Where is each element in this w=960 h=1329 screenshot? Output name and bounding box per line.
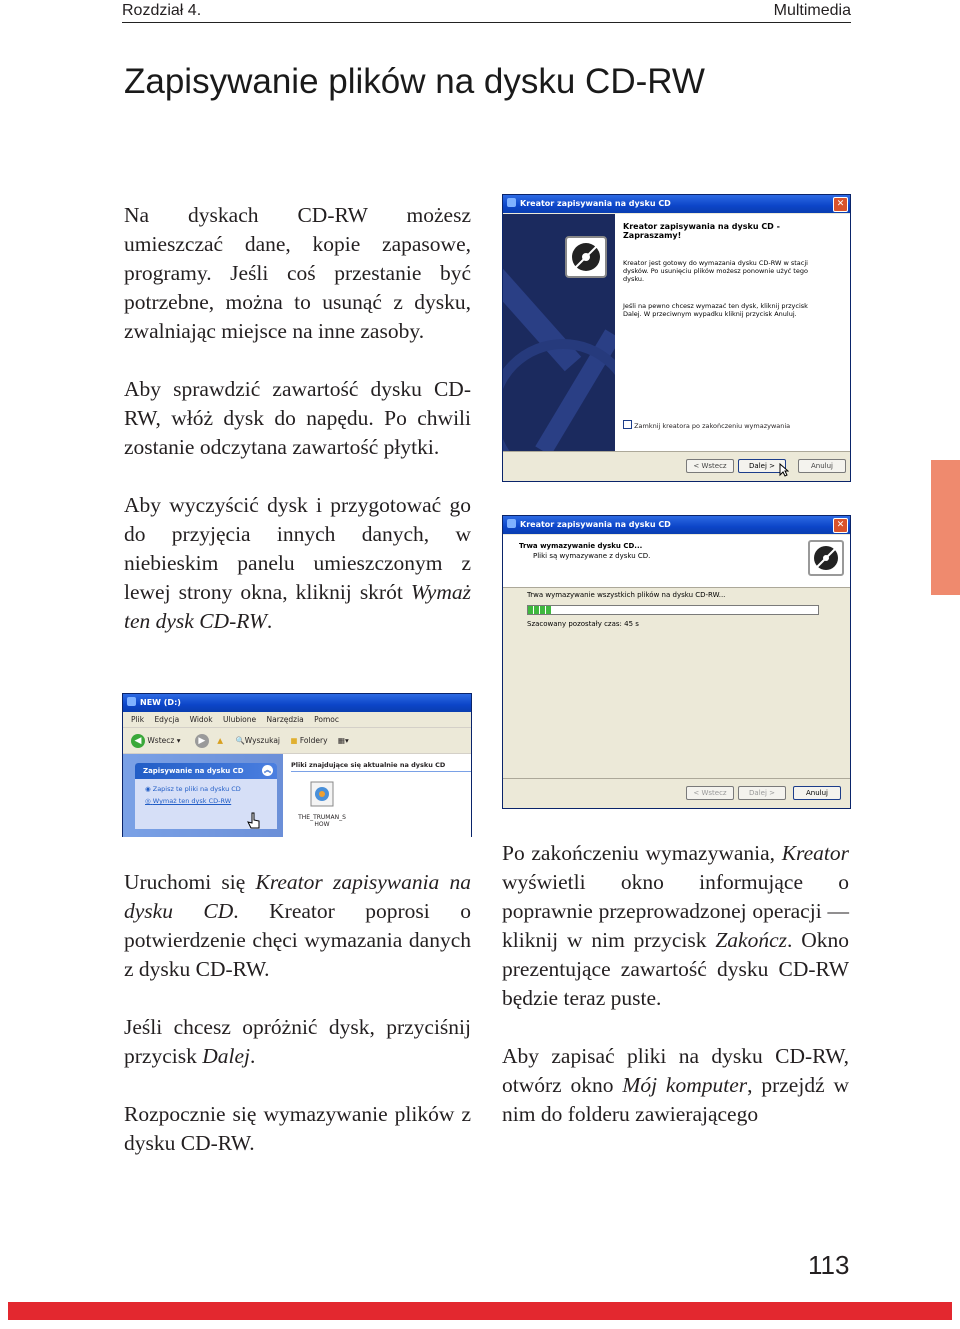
search-icon: 🔍 bbox=[235, 736, 245, 745]
collapse-chevron-icon[interactable]: ︽ bbox=[264, 766, 271, 774]
media-file-icon bbox=[309, 780, 335, 808]
drive-icon bbox=[127, 697, 136, 706]
back-button[interactable]: ◀ Wstecz ▾ bbox=[131, 736, 181, 745]
menu-item-edit[interactable]: Edycja bbox=[154, 715, 180, 724]
back-button[interactable]: < Wstecz bbox=[686, 459, 734, 473]
left-column-text bbox=[124, 201, 471, 636]
files-header: Pliki znajdujące się aktualnie na dysku CD bbox=[291, 761, 446, 769]
wizard-subheading: Pliki są wymazywane z dysku CD. bbox=[533, 552, 651, 560]
lower-right-text bbox=[502, 839, 849, 1129]
explorer-window bbox=[122, 693, 472, 837]
explorer-titlebar: NEW (D:) bbox=[123, 694, 471, 712]
panel-title[interactable]: Zapisywanie na dysku CD ︽ bbox=[135, 763, 277, 779]
folders-button[interactable]: ■ Foldery bbox=[290, 736, 328, 745]
paragraph: Aby zapisać pliki na dysku CD-RW, otwórz okno Mój komputer, przejdź w nim do folderu zawierającego bbox=[502, 1044, 850, 1126]
hand-cursor-icon bbox=[247, 812, 261, 830]
paragraph: Na dyskach CD-RW możesz umieszczać dane, kopie zapasowe, programy. Jeśli coś przestanie być potrzebne, można to usunąć z dysku, zwalniając miejsce na inne zasoby. bbox=[124, 203, 471, 343]
paragraph: Po zakończeniu wymazywania, Kreator wyświetli okno informujące o poprawnie przeprowadzonej operacji — kliknij w nim przycisk Zakończ. Okno prezentujące zawartość dysku CD-RW będzie teraz puste. bbox=[502, 841, 849, 1010]
erase-status-text: Trwa wymazywanie wszystkich plików na dysku CD-RW... bbox=[527, 591, 726, 599]
wizard-erasing-window bbox=[502, 515, 851, 809]
cancel-button[interactable]: Anuluj bbox=[793, 786, 841, 800]
cd-icon bbox=[507, 519, 516, 528]
divider bbox=[503, 451, 850, 452]
bottom-bar bbox=[8, 1302, 952, 1320]
up-folder-icon[interactable]: ▲ bbox=[217, 736, 224, 745]
chapter-label: Rozdział 4. bbox=[122, 2, 202, 19]
close-wizard-checkbox[interactable]: Zamknij kreatora po zakończeniu wymazywania bbox=[623, 420, 790, 430]
paragraph: Aby wyczyścić dysk i przygotować go do przyjęcia innych danych, w niebieskim panelu umieszczonym z lewej strony okna, kliknij skrót Wymaż ten dysk CD-RW. bbox=[124, 493, 471, 633]
forward-arrow-icon[interactable]: ▶ bbox=[195, 734, 209, 748]
file-view bbox=[283, 754, 471, 837]
chapter-tab bbox=[931, 460, 960, 595]
cancel-button[interactable]: Anuluj bbox=[798, 459, 846, 473]
back-arrow-icon[interactable]: ◀ bbox=[131, 734, 145, 748]
wizard-header-panel bbox=[503, 535, 850, 588]
running-header bbox=[122, 0, 851, 23]
task-pane bbox=[123, 754, 283, 837]
next-button[interactable]: Dalej > bbox=[738, 786, 786, 800]
file-item[interactable] bbox=[297, 780, 347, 828]
header-underline bbox=[291, 771, 471, 772]
task-write-files[interactable]: ◉ Zapisz te pliki na dysku CD bbox=[145, 785, 241, 793]
menu-item-view[interactable]: Widok bbox=[189, 715, 213, 724]
mouse-cursor-icon bbox=[779, 463, 789, 477]
paragraph: Rozpocznie się wymazywanie plików z dysku CD-RW. bbox=[124, 1102, 471, 1155]
page-number: 113 bbox=[808, 1250, 850, 1280]
menu-item-file[interactable]: Plik bbox=[131, 715, 145, 724]
shortcut-name: Wymaż ten dysk CD-RW bbox=[124, 580, 471, 633]
wizard-titlebar: Kreator zapisywania na dysku CD ✕ bbox=[503, 195, 850, 213]
erase-progress-bar bbox=[527, 605, 819, 615]
next-button[interactable]: Dalej > bbox=[738, 459, 786, 473]
task-erase-disc[interactable]: ◎ Wymaż ten dysk CD-RW bbox=[145, 797, 232, 805]
paragraph: Uruchomi się Kreator zapisywania na dysku CD. Kreator poprosi o potwierdzenie chęci wymazania danych z dysku CD-RW. bbox=[124, 870, 472, 981]
views-icon[interactable]: ▦▾ bbox=[337, 736, 349, 745]
section-label: Multimedia bbox=[773, 2, 851, 19]
toolbar bbox=[123, 728, 471, 754]
back-button[interactable]: < Wstecz bbox=[686, 786, 734, 800]
wizard-heading: Kreator zapisywania na dysku CD - Zapraszamy! bbox=[623, 222, 780, 240]
cd-writer-icon bbox=[808, 540, 844, 576]
cd-icon bbox=[507, 198, 516, 207]
close-icon[interactable]: ✕ bbox=[833, 197, 848, 212]
wizard-instruction: Jeśli na pewno chcesz wymazać ten dysk, kliknij przycisk Dalej. W przeciwnym wypadku kliknij przycisk Anuluj. bbox=[623, 302, 808, 318]
search-button[interactable]: 🔍Wyszukaj bbox=[235, 736, 281, 745]
file-name: THE_TRUMAN_SHOW bbox=[298, 814, 346, 828]
lower-left-text bbox=[124, 868, 471, 1158]
page-title: Zapisywanie plików na dysku CD-RW bbox=[124, 62, 705, 101]
menu-item-favorites[interactable]: Ulubione bbox=[223, 715, 257, 724]
checkbox-icon[interactable] bbox=[623, 420, 632, 429]
menu-bar bbox=[123, 712, 471, 728]
menu-item-help[interactable]: Pomoc bbox=[314, 715, 340, 724]
divider bbox=[503, 778, 850, 779]
cd-write-icon: ◉ bbox=[145, 785, 151, 793]
wizard-description: Kreator jest gotowy do wymazania dysku CD-RW w stacji dysków. Po usunięciu plików możesz ponownie użyć tego dysku. bbox=[623, 259, 808, 283]
paragraph: Aby sprawdzić zawartość dysku CD-RW, włóż dysk do napędu. Po chwili zostanie odczytana zawartość płytki. bbox=[124, 377, 471, 459]
wizard-heading: Trwa wymazywanie dysku CD... bbox=[519, 542, 643, 550]
close-icon[interactable]: ✕ bbox=[833, 518, 848, 533]
menu-item-tools[interactable]: Narzędzia bbox=[266, 715, 304, 724]
wizard-content bbox=[615, 214, 850, 451]
progress-fill bbox=[528, 606, 551, 614]
paragraph: Jeśli chcesz opróżnić dysk, przyciśnij przycisk Dalej. bbox=[124, 1015, 471, 1068]
folder-icon: ■ bbox=[290, 736, 298, 745]
erase-icon: ◎ bbox=[145, 797, 151, 805]
wizard-titlebar: Kreator zapisywania na dysku CD ✕ bbox=[503, 516, 850, 534]
wizard-welcome-window bbox=[502, 194, 851, 482]
wizard-side-banner bbox=[503, 214, 615, 451]
remaining-time-text: Szacowany pozostały czas: 45 s bbox=[527, 620, 639, 628]
cd-writer-icon bbox=[565, 236, 607, 278]
